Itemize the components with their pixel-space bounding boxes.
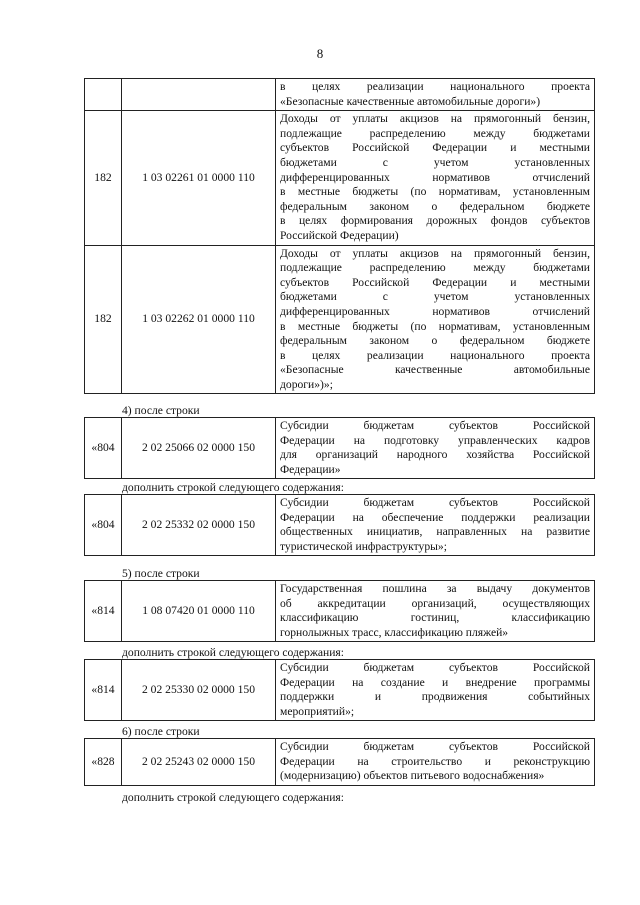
- income-description-cell: [276, 660, 595, 721]
- table-row: [85, 739, 595, 786]
- description-line: Субсидии бюджетам субъектов Российской: [280, 740, 590, 753]
- description-line: (модернизацию) объектов питьевого водоснабжения»: [280, 769, 545, 783]
- description-line: «Безопасные качественные автомобильные: [280, 363, 590, 377]
- admin-code-cell: [85, 79, 122, 111]
- description-line: бюджетами с учетом установленных: [280, 155, 590, 169]
- description-line: в целях реализации национального проекта: [280, 80, 590, 93]
- description-line: Федерации на создание и внедрение программы: [280, 675, 590, 689]
- instruction-text: 6) после строки: [122, 725, 200, 738]
- description-line: Федерации на обеспечение поддержки реализации: [280, 510, 590, 524]
- description-line: в местные бюджеты (по нормативам, установленным: [280, 319, 590, 333]
- admin-code-cell: «804: [85, 418, 122, 479]
- budget-classification-code-cell: 2 02 25066 02 0000 150: [122, 418, 276, 479]
- description-line: подлежащие распределению между бюджетами: [280, 261, 590, 275]
- classification-table: [84, 659, 595, 721]
- description-line: в целях реализации национального проекта: [280, 348, 590, 362]
- description-line: бюджетами с учетом установленных: [280, 290, 590, 304]
- description-line: мероприятий»;: [280, 704, 355, 718]
- admin-code-cell: «804: [85, 495, 122, 556]
- budget-classification-code-cell: 1 03 02261 01 0000 110: [122, 111, 276, 245]
- admin-code-cell: «814: [85, 660, 122, 721]
- description-line: субъектов Российской Федерации и местными: [280, 275, 590, 289]
- budget-classification-code-cell: 2 02 25330 02 0000 150: [122, 660, 276, 721]
- description-line: Федерации»: [280, 462, 341, 476]
- income-description-cell: [276, 581, 595, 642]
- description-line: об аккредитации организаций, осуществляющих: [280, 596, 590, 610]
- description-line: Субсидии бюджетам субъектов Российской: [280, 661, 590, 674]
- table-row: [85, 581, 595, 642]
- instruction-text: дополнить строкой следующего содержания:: [122, 646, 344, 659]
- description-line: Субсидии бюджетам субъектов Российской: [280, 496, 590, 509]
- description-line: туристической инфраструктуры»;: [280, 539, 447, 553]
- income-description-cell: [276, 418, 595, 479]
- description-line: для организаций народного хозяйства Российской: [280, 448, 590, 462]
- page-number: 8: [316, 46, 324, 61]
- description-line: горнолыжных трасс, классификацию пляжей»: [280, 625, 509, 639]
- table-row: [85, 111, 595, 245]
- table-row: [85, 245, 595, 394]
- description-line: дифференцированных нормативов отчислений: [280, 304, 590, 318]
- description-line: Доходы от уплаты акцизов на прямогонный бензин,: [280, 112, 590, 126]
- description-line: общественных инициатив, направленных на развитие: [280, 525, 590, 539]
- instruction-text: 5) после строки: [122, 567, 200, 580]
- description-line: «Безопасные качественные автомобильные дороги»): [280, 94, 541, 108]
- description-line: Федерации на строительство и реконструкцию: [280, 754, 590, 768]
- admin-code-cell: «828: [85, 739, 122, 786]
- budget-classification-code-cell: 1 08 07420 01 0000 110: [122, 581, 276, 642]
- table-row: [85, 79, 595, 111]
- instruction-text: дополнить строкой следующего содержания:: [122, 791, 344, 804]
- description-line: в целях формирования дорожных фондов субъектов: [280, 214, 590, 228]
- description-line: в местные бюджеты (по нормативам, установленным: [280, 185, 590, 199]
- classification-table: [84, 494, 595, 556]
- budget-classification-code-cell: 2 02 25332 02 0000 150: [122, 495, 276, 556]
- admin-code-cell: 182: [85, 111, 122, 245]
- budget-classification-code-cell: 2 02 25243 02 0000 150: [122, 739, 276, 786]
- instruction-text: дополнить строкой следующего содержания:: [122, 481, 344, 494]
- table-row: [85, 418, 595, 479]
- description-line: Субсидии бюджетам субъектов Российской: [280, 419, 590, 432]
- classification-table: [84, 580, 595, 642]
- description-line: федеральным законом о федеральном бюджете: [280, 199, 590, 213]
- income-description-cell: [276, 495, 595, 556]
- classification-table: [84, 417, 595, 479]
- budget-classification-code-cell: [122, 79, 276, 111]
- budget-classification-code-cell: 1 03 02262 01 0000 110: [122, 245, 276, 394]
- income-description-cell: [276, 79, 595, 111]
- description-line: классификацию гостиниц, классификацию: [280, 611, 590, 625]
- description-line: федеральным законом о федеральном бюджете: [280, 334, 590, 348]
- description-line: дифференцированных нормативов отчислений: [280, 170, 590, 184]
- description-line: поддержки и продвижения событийных: [280, 690, 590, 704]
- description-line: дороги»)»;: [280, 377, 333, 391]
- description-line: подлежащие распределению между бюджетами: [280, 126, 590, 140]
- description-line: Российской Федерации): [280, 228, 399, 242]
- income-description-cell: [276, 111, 595, 245]
- description-line: Государственная пошлина за выдачу документов: [280, 582, 590, 595]
- classification-table: [84, 78, 595, 394]
- admin-code-cell: 182: [85, 245, 122, 394]
- income-description-cell: [276, 739, 595, 786]
- instruction-text: 4) после строки: [122, 404, 200, 417]
- description-line: Федерации на подготовку управленческих кадров: [280, 433, 590, 447]
- admin-code-cell: «814: [85, 581, 122, 642]
- classification-table: [84, 738, 595, 786]
- description-line: Доходы от уплаты акцизов на прямогонный бензин,: [280, 246, 590, 260]
- table-row: [85, 660, 595, 721]
- table-row: [85, 495, 595, 556]
- description-line: субъектов Российской Федерации и местными: [280, 141, 590, 155]
- income-description-cell: [276, 245, 595, 394]
